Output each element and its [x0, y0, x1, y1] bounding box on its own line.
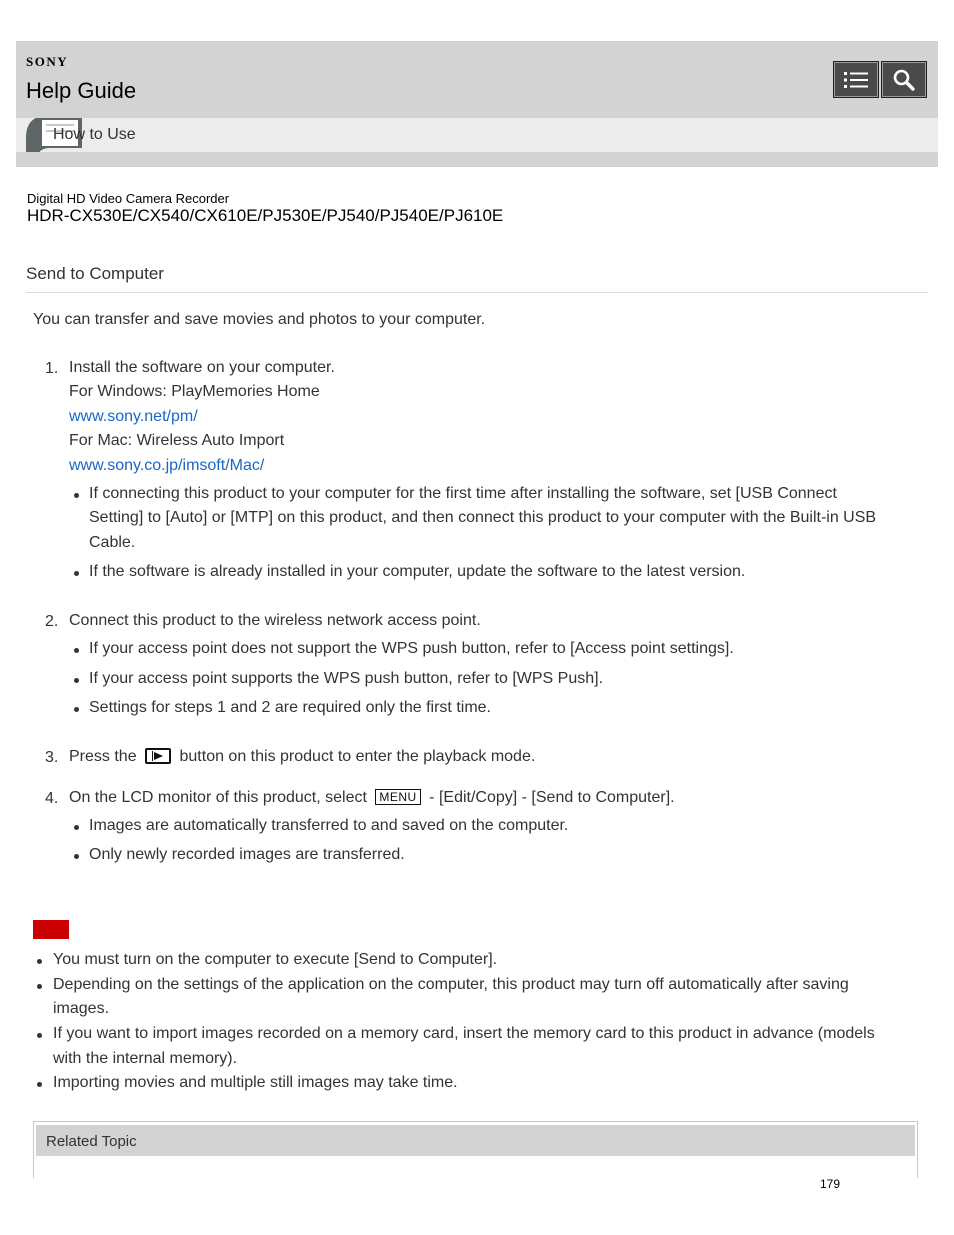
- step-2-bullet-1: If your access point does not support the WPS push button, refer to [Access point settings].: [89, 640, 734, 657]
- step-2-bullet-2: If your access point supports the WPS push button, refer to [WPS Push].: [89, 670, 604, 687]
- step-2-bullet-3: Settings for steps 1 and 2 are required only the first time.: [89, 699, 491, 716]
- related-topic-label: Related Topic: [46, 1133, 137, 1150]
- note-item-2: images.: [53, 1000, 110, 1017]
- list-icon: [843, 69, 869, 91]
- step-3-text: [69, 745, 535, 770]
- bullet-icon: [37, 984, 42, 989]
- intro-text: You can transfer and save movies and photos to your computer.: [33, 311, 486, 328]
- search-button[interactable]: [881, 61, 927, 98]
- playmemories-link[interactable]: www.sony.net/pm/: [69, 408, 198, 425]
- bullet-icon: [37, 1033, 42, 1038]
- bullet-icon: [74, 493, 79, 498]
- step-2-number: 2.: [45, 613, 59, 630]
- bullet-icon: [37, 959, 42, 964]
- note-item-4: Importing movies and multiple still images may take time.: [53, 1074, 458, 1091]
- step-1-bullet-1: Cable.: [89, 534, 136, 551]
- bullet-icon: [74, 854, 79, 859]
- related-topic-box: [33, 1121, 918, 1178]
- bullet-icon: [74, 571, 79, 576]
- bullet-icon: [37, 1082, 42, 1087]
- note-item-1: You must turn on the computer to execute [Send to Computer].: [53, 951, 498, 968]
- step-4-bullet-2: Only newly recorded images are transferred.: [89, 846, 405, 863]
- playback-icon: [145, 748, 171, 764]
- step-1-bullet-2: If the software is already installed in your computer, update the software to the latest version.: [89, 563, 746, 580]
- step-4-text: [69, 786, 675, 811]
- step-1-bullet-1: If connecting this product to your computer for the first time after installing the software, set [USB Connect: [89, 485, 837, 502]
- note-item-2: Depending on the settings of the application on the computer, this product may turn off automatically after saving: [53, 976, 849, 993]
- page-header: [16, 41, 938, 167]
- page-title: Send to Computer: [26, 264, 164, 283]
- menu-icon: MENU: [375, 789, 420, 805]
- bullet-icon: [74, 707, 79, 712]
- contents-list-button[interactable]: [833, 61, 879, 98]
- step-1-bullet-1: Setting] to [Auto] or [MTP] on this product, and then connect this product to your computer with the Built-in USB: [89, 509, 877, 526]
- header-buttons: [833, 61, 929, 98]
- step-3-text-before: Press the: [69, 748, 137, 765]
- wireless-auto-import-link[interactable]: www.sony.co.jp/imsoft/Mac/: [69, 457, 265, 474]
- step-3-number: 3.: [45, 749, 59, 766]
- step-1-text: Install the software on your computer.: [69, 359, 335, 376]
- bullet-icon: [74, 825, 79, 830]
- product-category: Digital HD Video Camera Recorder: [27, 191, 230, 206]
- bullet-icon: [74, 648, 79, 653]
- step-2-text: Connect this product to the wireless network access point.: [69, 612, 481, 629]
- breadcrumb-bar: [16, 118, 938, 152]
- step-4-text-before: On the LCD monitor of this product, select: [69, 789, 367, 806]
- bullet-icon: [74, 678, 79, 683]
- note-item-3: with the internal memory).: [53, 1050, 238, 1067]
- step-3-text-after: button on this product to enter the playback mode.: [179, 748, 536, 765]
- step-1-number: 1.: [45, 360, 59, 377]
- step-4-number: 4.: [45, 790, 59, 807]
- step-4-text-after: - [Edit/Copy] - [Send to Computer].: [429, 789, 675, 806]
- step-1-line: For Windows: PlayMemories Home: [69, 383, 320, 400]
- brand-logo[interactable]: SONY: [26, 54, 69, 69]
- title-divider: [26, 292, 928, 293]
- help-guide-title[interactable]: Help Guide: [26, 78, 137, 103]
- step-1-line: For Mac: Wireless Auto Import: [69, 432, 285, 449]
- step-4-bullet-1: Images are automatically transferred to and saved on the computer.: [89, 817, 569, 834]
- search-icon: [892, 68, 916, 92]
- note-item-3: If you want to import images recorded on a memory card, insert the memory card to this product in advance (models: [53, 1025, 875, 1042]
- model-numbers: HDR-CX530E/CX540/CX610E/PJ530E/PJ540/PJ540E/PJ610E: [27, 206, 504, 225]
- page-number: 179: [820, 1177, 841, 1191]
- note-badge: [33, 920, 69, 939]
- related-topic-header: [36, 1125, 915, 1156]
- how-to-use-link[interactable]: How to Use: [53, 126, 136, 143]
